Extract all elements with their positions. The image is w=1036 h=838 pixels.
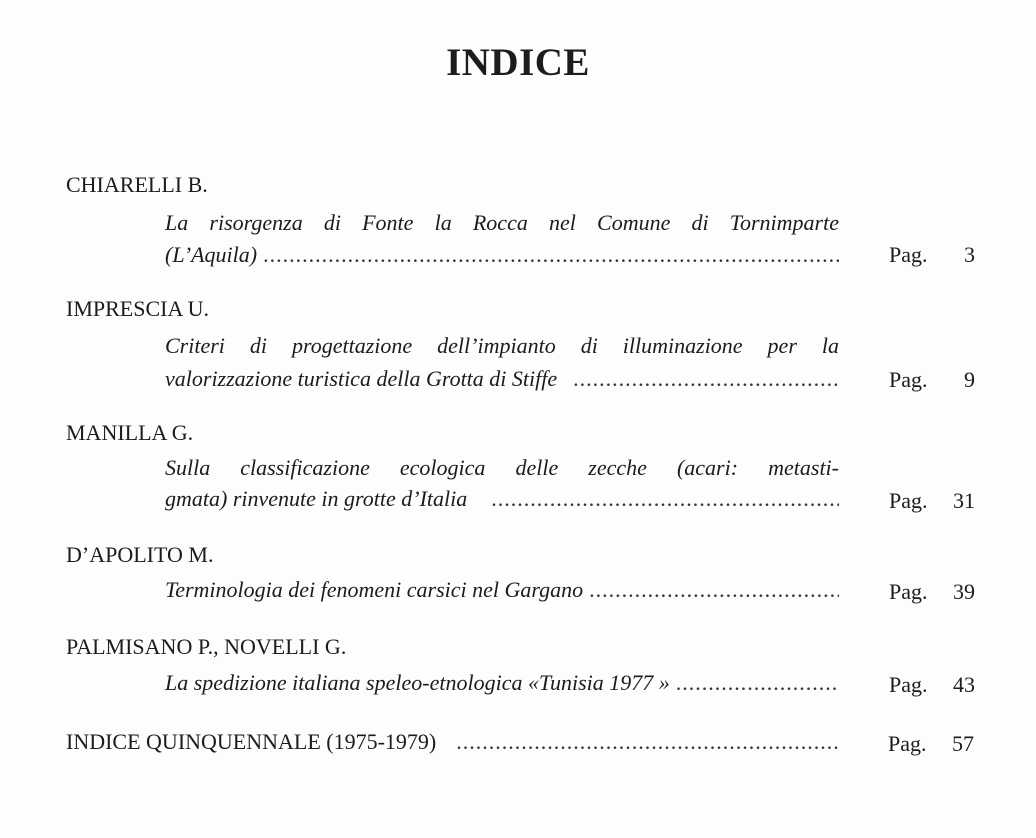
page-label: Pag. <box>888 731 927 756</box>
entry-title-line-leader <box>165 242 839 268</box>
dot-leader <box>263 242 839 268</box>
entry-title-line: Criteri di progettazione dell’impianto di illuminazione per la <box>165 333 839 358</box>
entry-title-line: La risorgenza di Fonte la Rocca nel Comune di Tornimparte <box>165 210 839 235</box>
dot-leader <box>589 577 839 603</box>
entry-title-line: Sulla classificazione ecologica delle zecche (acari: metasti- <box>165 455 839 480</box>
entry-title-line: Terminologia dei fenomeni carsici nel Gargano <box>165 577 584 602</box>
page-number: 43 <box>953 672 975 697</box>
final-label: INDICE QUINQUENNALE (1975-1979) <box>66 729 437 754</box>
page-number: 57 <box>952 731 974 756</box>
entry-title-line-leader <box>165 366 839 392</box>
entry-author: MANILLA G. <box>66 420 194 445</box>
entry-title-line: La spedizione italiana speleo-etnologica «Tunisia 1977 » <box>165 670 670 695</box>
entry-author: IMPRESCIA U. <box>66 296 210 321</box>
entry-title-line-leader <box>165 486 839 512</box>
page-label: Pag. <box>889 367 928 392</box>
dot-leader <box>676 670 839 696</box>
entry-page-ref <box>889 242 975 268</box>
entry-title-line: valorizzazione turistica della Grotta di Stiffe <box>165 366 558 391</box>
entry-page-ref <box>888 731 974 757</box>
entry-title-line-leader <box>165 577 839 603</box>
page-title: INDICE <box>446 41 590 84</box>
final-line-leader <box>66 729 839 755</box>
page-label: Pag. <box>889 579 928 604</box>
entry-page-ref <box>889 672 975 698</box>
entry-title-line: gmata) rinvenute in grotte d’Italia <box>165 486 468 511</box>
entry-author: PALMISANO P., NOVELLI G. <box>66 634 347 659</box>
entry-page-ref <box>889 367 975 393</box>
entry-title-line-leader <box>165 670 839 696</box>
entry-author: D’APOLITO M. <box>66 542 214 567</box>
dot-leader <box>573 366 839 392</box>
entry-page-ref <box>889 579 975 605</box>
page-number: 3 <box>964 242 975 267</box>
entry-author: CHIARELLI B. <box>66 172 208 197</box>
dot-leader <box>456 729 839 755</box>
page-number: 9 <box>964 367 975 392</box>
page-number: 39 <box>953 579 975 604</box>
entry-page-ref <box>889 488 975 514</box>
page-label: Pag. <box>889 488 928 513</box>
page-number: 31 <box>953 488 975 513</box>
entry-title-line: (L’Aquila) <box>165 242 258 267</box>
page-label: Pag. <box>889 242 928 267</box>
page-label: Pag. <box>889 672 928 697</box>
dot-leader <box>491 486 839 512</box>
